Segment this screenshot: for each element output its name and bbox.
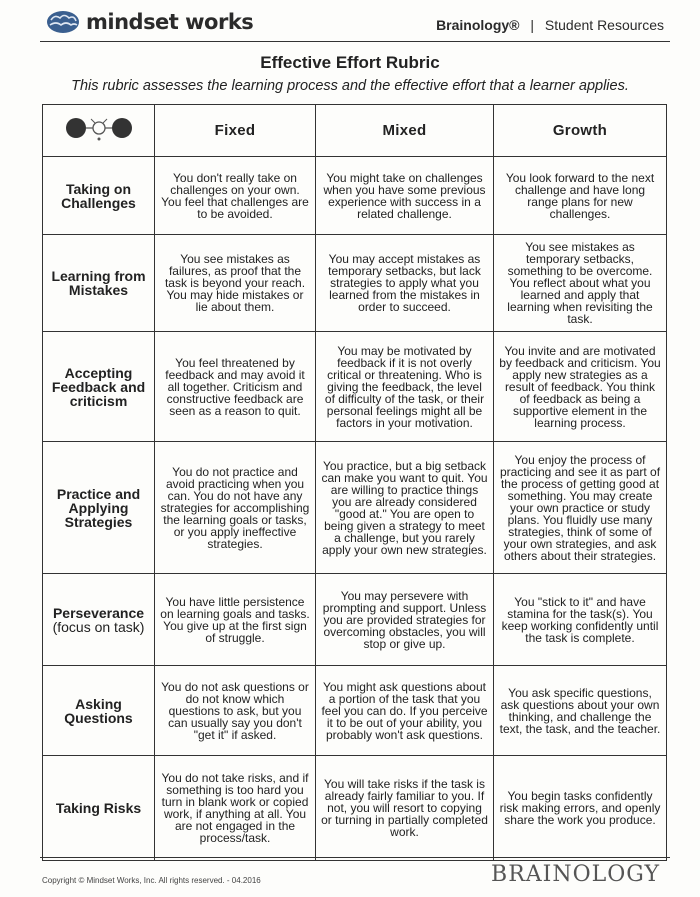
table-row xyxy=(43,756,667,861)
column-header-mixed: Mixed xyxy=(316,105,494,157)
cell-mixed: You may be motivated by feedback if it is not overly critical or threatening. Who is giving the feedback, the level of difficulty of the task, or their personal feelings might all be factors in your motivation. xyxy=(316,332,494,442)
header-row xyxy=(43,105,667,157)
cell-mixed: You might ask questions about a portion of the task that you feel you can do. If you perceive it to be out of your ability, you probably won't ask questions. xyxy=(316,666,494,756)
cell-mixed: You practice, but a big setback can make you want to quit. You are willing to practice things you are already considered "good at." You are open to being given a strategy to meet a challenge, but you rarely apply your own new strategies. xyxy=(316,442,494,574)
cell-fixed: You feel threatened by feedback and may avoid it all together. Criticism and constructive feedback are seen as a reason to quit. xyxy=(155,332,316,442)
cell-growth: You look forward to the next challenge and have long range plans for new challenges. xyxy=(494,157,667,235)
rubric-table xyxy=(42,104,667,861)
brand-name: Brainology® xyxy=(436,17,520,33)
brainology-logo: BRAINOLOGY xyxy=(491,862,660,887)
copyright-text: Copyright © Mindset Works, Inc. All rights reserved. - 04.2016 xyxy=(42,876,261,885)
row-label xyxy=(43,574,155,666)
table-row xyxy=(43,574,667,666)
cell-growth: You invite and are motivated by feedback and criticism. You apply new strategies as a result of feedback. You think of feedback as being a supportive element in the learning process. xyxy=(494,332,667,442)
cell-mixed: You might take on challenges when you have some previous experience with success in a related challenge. xyxy=(316,157,494,235)
cell-mixed: You may accept mistakes as temporary setbacks, but lack strategies to apply what you learned from the mistakes in order to succeed. xyxy=(316,235,494,332)
row-label: Accepting Feedback and criticism xyxy=(43,332,155,442)
row-label: Taking on Challenges xyxy=(43,157,155,235)
column-header-fixed: Fixed xyxy=(155,105,316,157)
cell-fixed: You do not practice and avoid practicing when you can. You do not have any strategies for accomplishing the learning goals or tasks, or you apply ineffective strategies. xyxy=(155,442,316,574)
cell-growth: You "stick to it" and have stamina for the task(s). You keep working confidently until the task is complete. xyxy=(494,574,667,666)
brain-icon xyxy=(46,10,80,34)
header-rule xyxy=(40,41,670,42)
table-row xyxy=(43,157,667,235)
mindset-works-logo xyxy=(46,10,253,34)
page-header xyxy=(40,6,670,42)
page-title: Effective Effort Rubric xyxy=(260,53,440,72)
table-row xyxy=(43,442,667,574)
cell-fixed: You do not take risks, and if something is too hard you turn in blank work or copied work, if anything at all. You are not engaged in the process/task. xyxy=(155,756,316,861)
row-label: Practice and Applying Strategies xyxy=(43,442,155,574)
row-label: Taking Risks xyxy=(43,756,155,861)
cell-mixed: You may persevere with prompting and support. Unless you are provided strategies for overcoming obstacles, you will stop or give up. xyxy=(316,574,494,666)
cell-fixed: You don't really take on challenges on your own. You feel that challenges are to be avoided. xyxy=(155,157,316,235)
table-row xyxy=(43,332,667,442)
header-separator: | xyxy=(530,17,535,33)
cell-mixed: You will take risks if the task is already fairly familiar to you. If not, you will resort to copying or turning in partially completed work. xyxy=(316,756,494,861)
table-row xyxy=(43,666,667,756)
row-label-sub: (focus on task) xyxy=(52,618,145,635)
column-header-growth: Growth xyxy=(494,105,667,157)
table-row xyxy=(43,235,667,332)
header-right xyxy=(436,17,664,33)
cell-growth: You ask specific questions, ask questions about your own thinking, and challenge the text, the task, and the teacher. xyxy=(494,666,667,756)
row-label: Learning from Mistakes xyxy=(43,235,155,332)
row-label: Asking Questions xyxy=(43,666,155,756)
logo-text: mindset works xyxy=(86,10,254,34)
section-name: Student Resources xyxy=(544,17,664,33)
cell-fixed: You see mistakes as failures, as proof that the task is beyond your reach. You may hide mistakes or lie about them. xyxy=(155,235,316,332)
page-subtitle: This rubric assesses the learning process and the effective effort that a learner applies. xyxy=(71,78,629,94)
footer-rule xyxy=(40,857,670,858)
cell-growth: You see mistakes as temporary setbacks, something to be overcome. You reflect about what you learned and apply that learning when revisiting the task. xyxy=(494,235,667,332)
cell-growth: You enjoy the process of practicing and see it as part of the process of getting good at something. You may create your own practice or study plans. You fluidly use many strategies, think of some of your own strategies, and ask others about their strategies. xyxy=(494,442,667,574)
brain-dial-icon xyxy=(62,115,136,143)
row-label-main: Perseverance xyxy=(52,604,145,621)
cell-growth: You begin tasks confidently risk making errors, and openly share the work you produce. xyxy=(494,756,667,861)
corner-cell xyxy=(43,105,155,157)
cell-fixed: You do not ask questions or do not know which questions to ask, but you can usually say you don't "get it" if asked. xyxy=(155,666,316,756)
cell-fixed: You have little persistence on learning goals and tasks. You give up at the first sign of struggle. xyxy=(155,574,316,666)
